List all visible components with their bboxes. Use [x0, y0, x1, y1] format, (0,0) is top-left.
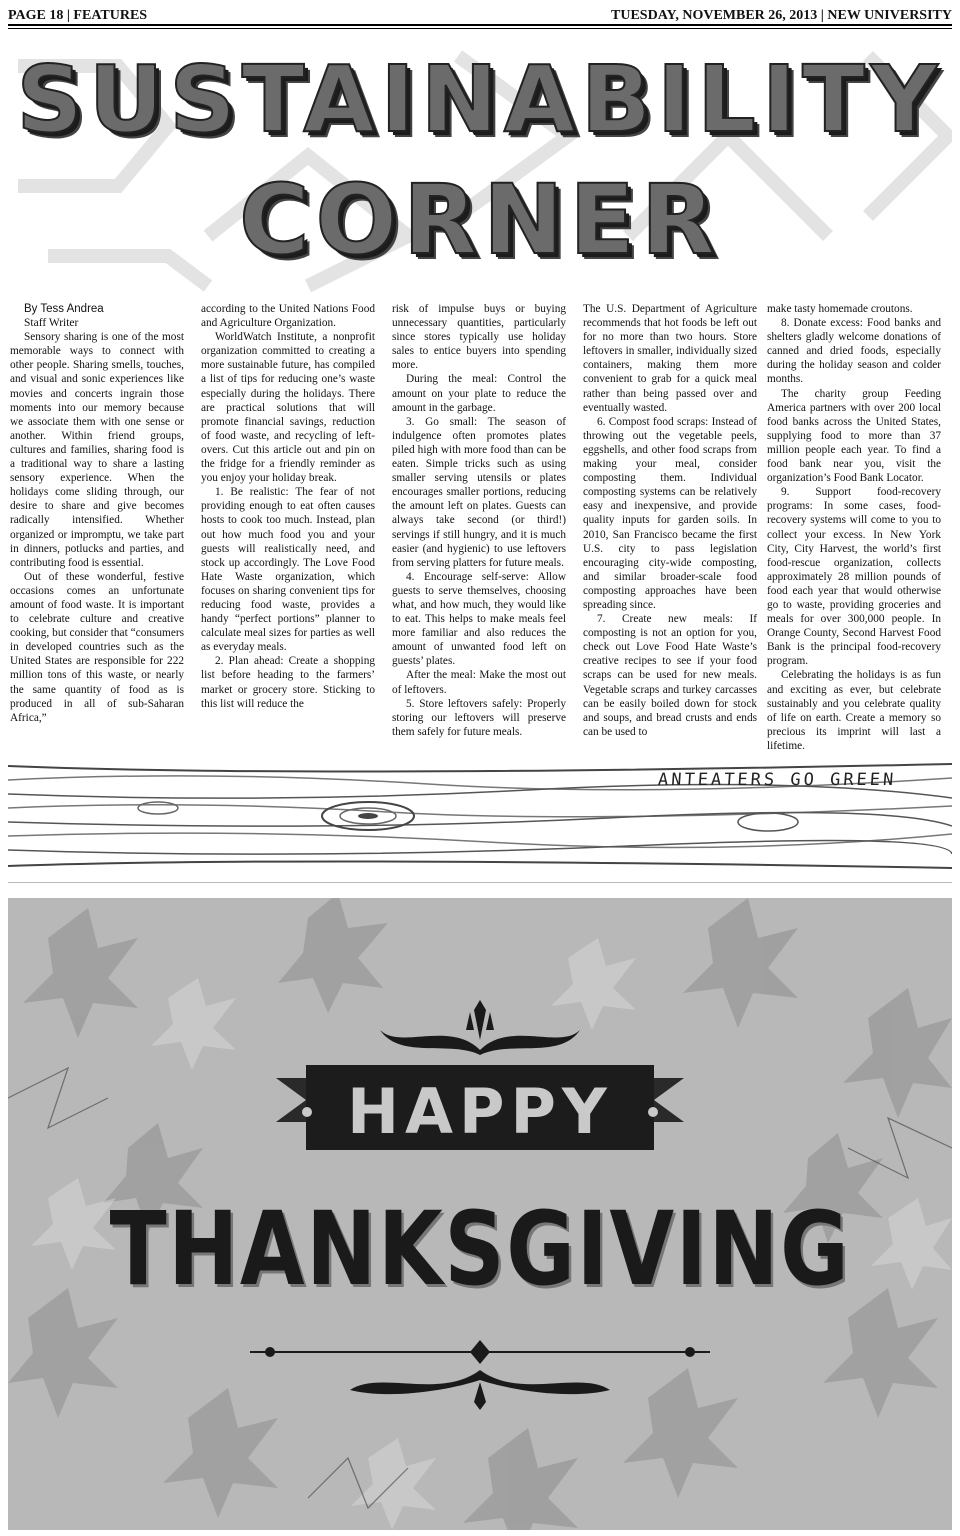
paragraph: The charity group Feeding America partners with over 200 local food banks across the United States, supplying food to more than 37 million people each year. To find a food bank near you, visit the organization’s Food Bank Locator. — [767, 387, 941, 485]
bottom-flourish-ornament — [250, 1330, 710, 1410]
top-flourish-ornament — [370, 1000, 590, 1060]
paragraph: During the meal: Control the amount on your plate to reduce the amount in the garbage. — [392, 373, 566, 414]
paragraph: 5. Store leftovers safely: Properly storing our leftovers will preserve them safely for future meals. — [392, 697, 566, 738]
banner-title-line2: CORNER — [239, 164, 721, 276]
header-rule — [8, 24, 952, 26]
author-role: Staff Writer — [24, 317, 79, 330]
anteaters-go-green-tag: ANTEATERS GO GREEN — [657, 770, 897, 790]
paragraph: according to the United Nations Food and Agriculture Organization. — [201, 303, 375, 330]
article-body — [10, 302, 950, 772]
paragraph: 6. Compost food scraps: Instead of throwing out the vegetable peels, eggshells, and other food scraps from making your meal, consider composting them. Individual composting systems can be relatively easy and inexpensive, and provide quality inputs for garden soils. In 2010, San Francisco became the first U.S. city to pass legislation encouraging city-wide composting, and similar broader-scale food composting approaches have been spreading since. — [583, 415, 757, 611]
article-column-4 — [583, 302, 757, 739]
paragraph: WorldWatch Institute, a nonprofit organization committed to creating a more sustainable future, has compiled a list of tips for reducing one’s waste especially during the holidays. There are practical solutions that will promote financial savings, reduction of food waste, and recycling of left-overs. Cut this article out and pin on the fridge for a friendly reminder as you enjoy your holiday break. — [201, 331, 375, 485]
article-column-1 — [10, 302, 184, 725]
sustainability-banner — [8, 36, 952, 294]
paragraph: make tasty homemade croutons. — [767, 303, 913, 315]
page-section-label: PAGE 18 | FEATURES — [8, 8, 148, 23]
paragraph: 2. Plan ahead: Create a shopping list before heading to the farmers’ market or grocery store. Sticking to this list will reduce the — [201, 655, 375, 710]
ribbon-dot-right — [648, 1107, 658, 1117]
paragraph: 7. Create new meals: If composting is not an option for you, check out Love Food Hate Waste’s creative recipes to see if your food scraps can be used for new meals. Vegetable scraps and turkey carcasses can be easily boiled down for stock and soups, and bread crusts and ends can be used to — [583, 613, 757, 738]
happy-text: HAPPY — [347, 1075, 613, 1148]
header-rule-thin — [8, 28, 952, 29]
thanksgiving-text: THANKSGIVING — [109, 1190, 851, 1309]
paragraph: 1. Be realistic: The fear of not providing enough to eat often causes hosts to cook too much. Instead, plan out how much food you and your guests will realistically need, and stock up accordingly. The Love Food Hate Waste organization, which focuses on sharing convenient tips for reducing food waste, provides a handy “perfect portions” planner to calculate meal sizes for parties as well as everyday meals. — [201, 486, 375, 654]
paragraph: 9. Support food-recovery programs: In some cases, food-recovery systems will come to you to collect your excess. In New York City, City Harvest, the world’s first food-rescue organization, collects approximately 28 million pounds of food each year that would otherwise go to waste, providing groceries and meals for over 300,000 people. In Orange County, Second Harvest Food Bank is the principal food-recovery program. — [767, 486, 941, 668]
paragraph: 3. Go small: The season of indulgence often promotes plates piled high with more food than can be eaten. Simple tricks such as using smaller serving utensils or plates encourages smaller portions, reducing the amount left on plates. Guests can always take second (or third!) servings if still hungry, and it is much easier (and hygienic) to use leftovers from serving platters for future meals. — [392, 415, 566, 569]
section-divider — [8, 882, 952, 883]
paragraph: risk of impulse buys or buying unnecessary quantities, particularly since stores typically use holiday sales to entice buyers into spending more. — [392, 303, 566, 372]
article-column-2 — [201, 302, 375, 711]
banner-title-line1: SUSTAINABILITY — [16, 46, 944, 153]
byline: By Tess Andrea — [24, 303, 104, 315]
article-column-3 — [392, 302, 566, 739]
article-column-5 — [767, 302, 941, 753]
paragraph: After the meal: Make the most out of leftovers. — [392, 669, 566, 696]
issue-date-label: TUESDAY, NOVEMBER 26, 2013 | NEW UNIVERSITY — [611, 8, 952, 23]
paragraph: Sensory sharing is one of the most memorable ways to connect with other people. Sharing smells, touches, and visual and sonic experiences like movies and concerts ingrain those moments into our memory because we associate them with one sense or another. Within friend groups, cultures and families, sharing food is a traditional way to share a lasting sensory experience. When the holidays come sliding through, our desire to share and give becomes radically intensified. Whether organized or impromptu, we take part in dinners, potlucks and parties, and contributing food is essential. — [10, 331, 184, 569]
paragraph: 8. Donate excess: Food banks and shelters gladly welcome donations of canned and dried foods, especially during the holiday season and colder months. — [767, 317, 941, 386]
paragraph: The U.S. Department of Agriculture recommends that hot foods be left out for no more than two hours. Store leftovers in smaller, individually sized containers, making them more convenient to grab for a quick meal rather than being passed over and eventually wasted. — [583, 303, 757, 414]
paragraph: Out of these wonderful, festive occasions comes an unfortunate amount of food waste. It is important to celebrate culture and creative cooking, but consider that “consumers in developed countries such as the United States are responsible for 222 million tons of this waste, or nearly the same quantity of food as is produced in all of sub-Saharan Africa,” — [10, 570, 184, 724]
paragraph: 4. Encourage self-serve: Allow guests to serve themselves, choosing what, and how much, they would like to eat. This helps to make meals feel more familiar and also reduces the amount of unwanted food left on guests’ plates. — [392, 570, 566, 668]
paragraph: Celebrating the holidays is as fun and exciting as ever, but celebrate sustainably and you celebrate quality of life on earth. Create a memory so precious its imprint will last a lifetime. — [767, 669, 941, 752]
page-header — [8, 4, 952, 24]
